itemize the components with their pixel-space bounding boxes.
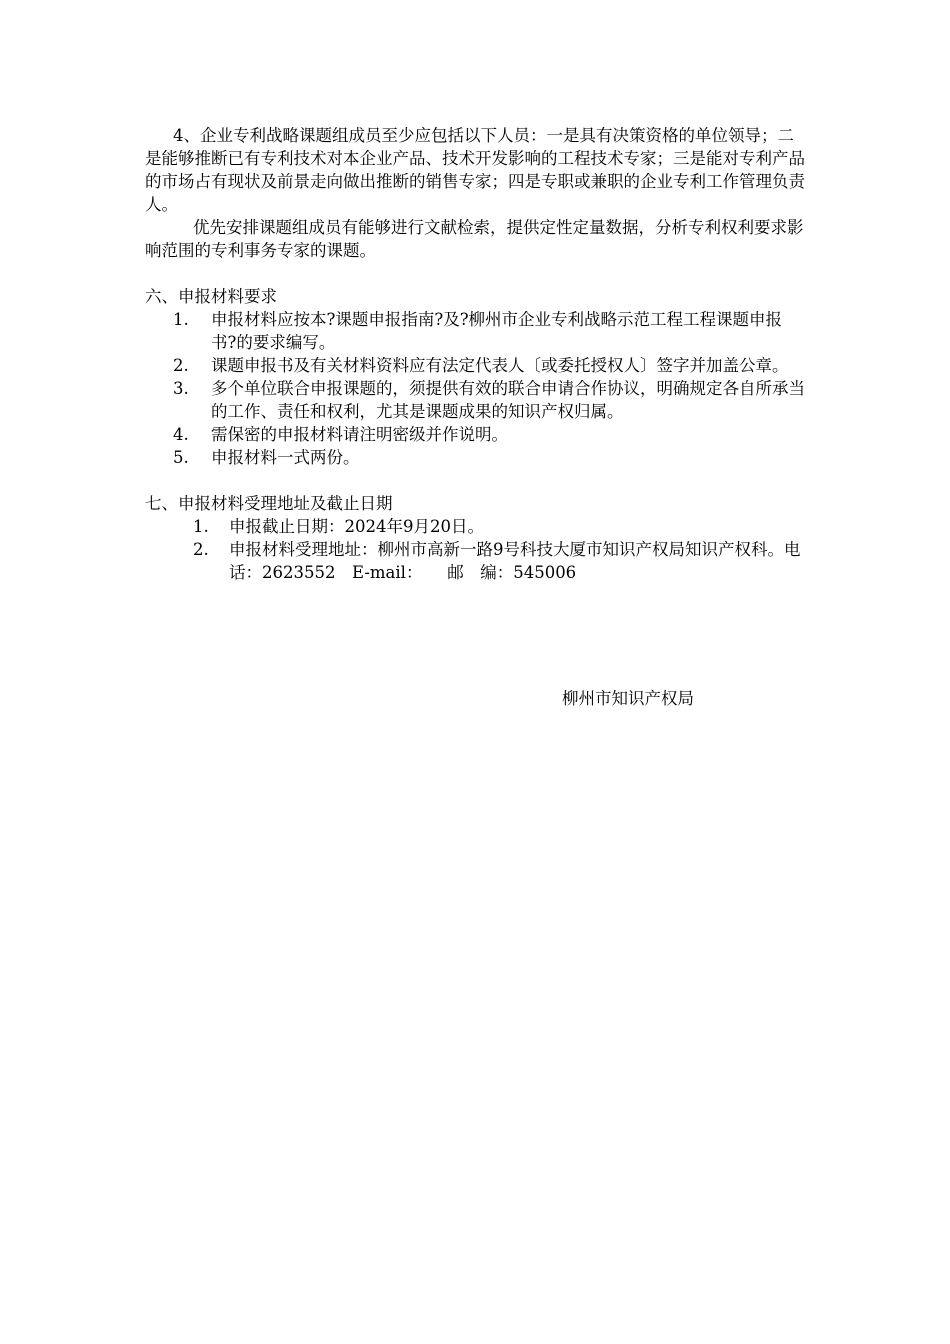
section6-list <box>145 308 807 469</box>
list-item-number: 2. <box>193 540 209 559</box>
section4-paragraph-1: 4、企业专利战略课题组成员至少应包括以下人员：一是具有决策资格的单位领导；二是能够推断已有专利技术对本企业产品、技术开发影响的工程技术专家；三是能对专利产品的市场占有现状及前景走向做出推断的销售专家；四是专职或兼职的企业专利工作管理负责人。 <box>145 126 805 214</box>
document-body <box>145 124 817 584</box>
section7-heading: 七、申报材料受理地址及截止日期 <box>145 494 393 513</box>
list-item-text: 申报截止日期：2024年9月20日。 <box>229 517 484 536</box>
list-item-number: 3. <box>173 379 189 398</box>
list-item <box>145 515 807 538</box>
list-item-number: 5. <box>173 448 189 467</box>
list-item-text: 申报材料一式两份。 <box>211 448 360 467</box>
section6-heading: 六、申报材料要求 <box>145 287 277 306</box>
list-item <box>145 377 807 423</box>
section4-paragraph-2: 优先安排课题组成员有能够进行文献检索，提供定性定量数据，分析专利权利要求影响范围的专利事务专家的课题。 <box>145 218 804 260</box>
list-item-number: 4. <box>173 425 189 444</box>
spacer <box>145 469 807 492</box>
list-item-text: 申报材料应按本?课题申报指南?及?柳州市企业专利战略示范工程工程课题申报书?的要求编写。 <box>211 310 783 352</box>
list-item-number: 1. <box>193 517 209 536</box>
section7-list <box>145 515 817 584</box>
list-item-text: 申报材料受理地址：柳州市高新一路9号科技大厦市知识产权局知识产权科。电 话：2623552 E-mail： 邮 编：545006 <box>229 540 817 582</box>
list-item-text: 课题申报书及有关材料资料应有法定代表人〔或委托授权人〕签字并加盖公章。 <box>211 356 789 375</box>
list-item <box>145 446 807 469</box>
list-item-text: 多个单位联合申报课题的，须提供有效的联合申请合作协议，明确规定各自所承当的工作、责任和权利，尤其是课题成果的知识产权归属。 <box>211 379 805 421</box>
signature: 柳州市知识产权局 <box>562 689 694 708</box>
list-item-number: 2. <box>173 356 189 375</box>
list-item-text: 需保密的申报材料请注明密级并作说明。 <box>211 425 508 444</box>
list-item <box>145 308 807 354</box>
list-item <box>145 538 817 584</box>
list-item <box>145 354 807 377</box>
list-item-number: 1. <box>173 310 189 329</box>
spacer <box>145 262 807 285</box>
list-item <box>145 423 807 446</box>
